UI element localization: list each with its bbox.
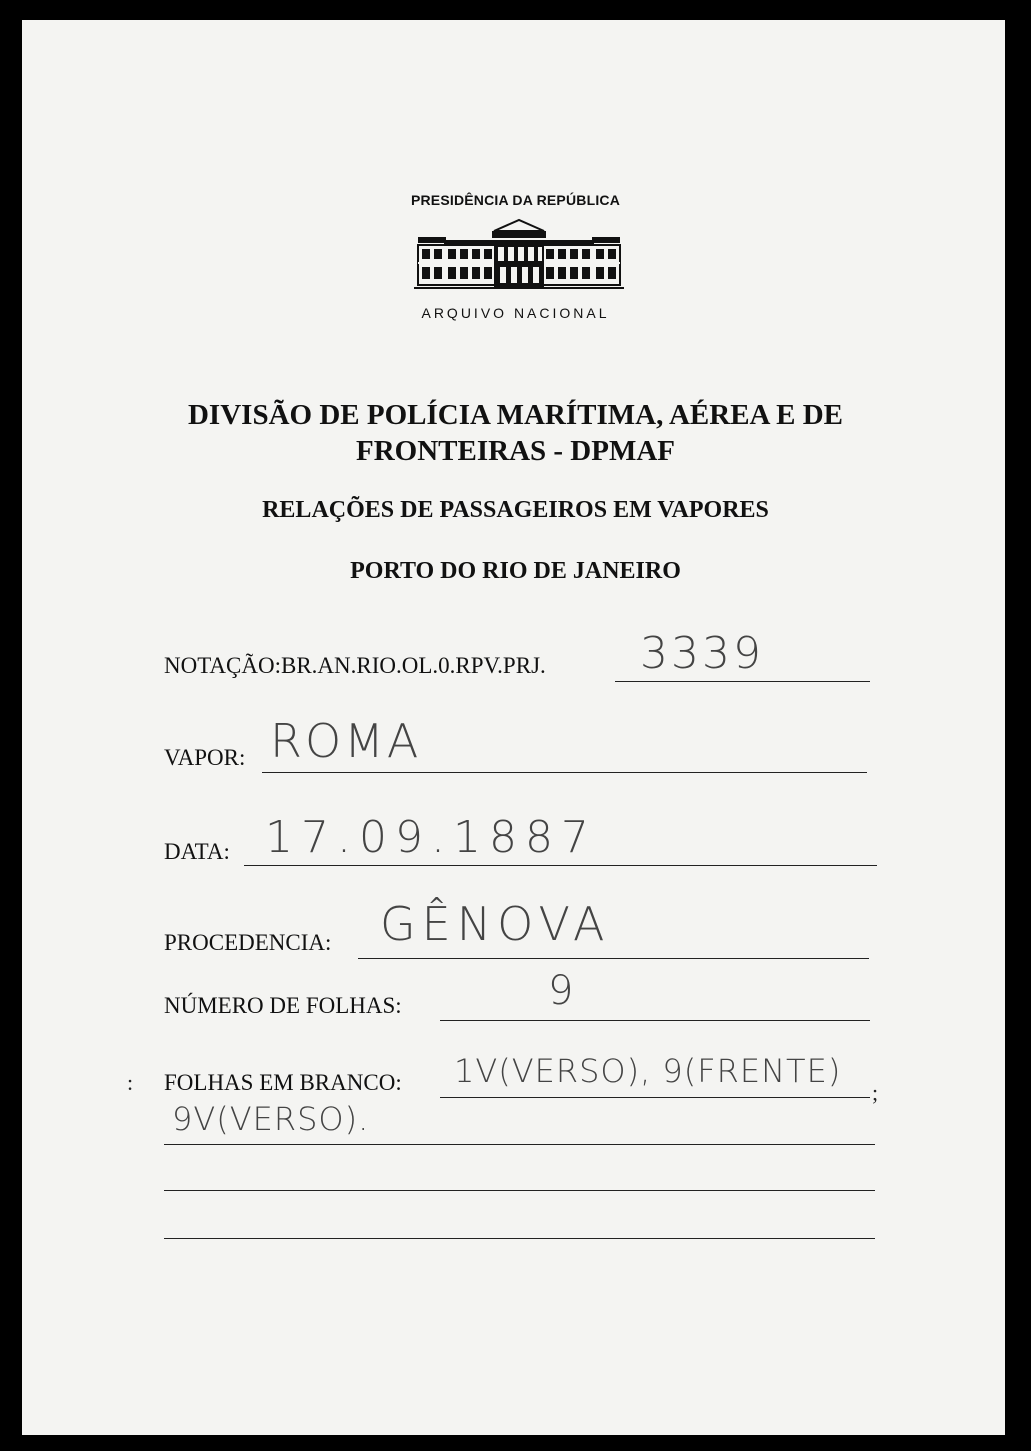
data-value: 17.09.1887 [265,812,597,863]
data-underline [244,865,877,866]
blank-line-1 [164,1190,875,1191]
series-heading: RELAÇÕES DE PASSAGEIROS EM VAPORES [262,497,769,523]
folhas-branco-value-line-1: 1V(VERSO), 9(FRENTE) [454,1052,842,1090]
vapor-underline [262,772,867,773]
title-line-1: DIVISÃO DE POLÍCIA MARÍTIMA, AÉREA E DE [187,399,844,431]
logo-bottom-text: ARQUIVO NACIONAL [421,305,610,321]
folhas-branco-underline-2 [164,1144,875,1145]
folhas-branco-value-line-2: 9V(VERSO). [172,1100,370,1138]
folhas-branco-underline-1 [440,1097,870,1098]
data-label: DATA: [164,839,230,864]
folhas-branco-separator: ; [872,1080,879,1105]
notacao-value: 3339 [640,628,764,679]
arquivo-nacional-building-logo [414,217,624,293]
folhas-branco-label: FOLHAS EM BRANCO: [164,1070,402,1095]
vapor-label: VAPOR: [164,745,246,770]
procedencia-underline [358,958,869,959]
blank-line-2 [164,1238,875,1239]
margin-mark: : [127,1070,134,1095]
notacao-underline [615,681,870,682]
document-title [0,397,1031,469]
logo-top-text: PRESIDÊNCIA DA REPÚBLICA [410,192,621,208]
numero-folhas-value: 9 [548,968,577,1014]
port-heading: PORTO DO RIO DE JANEIRO [350,558,681,584]
vapor-value: ROMA [270,714,422,768]
procedencia-label: PROCEDENCIA: [164,930,332,955]
procedencia-value: GÊNOVA [380,897,611,951]
numero-folhas-label: NÚMERO DE FOLHAS: [164,993,402,1018]
title-line-2: FRONTEIRAS - DPMAF [356,435,675,467]
numero-folhas-underline [440,1020,870,1021]
notacao-label: NOTAÇÃO:BR.AN.RIO.OL.0.RPV.PRJ. [164,653,546,678]
